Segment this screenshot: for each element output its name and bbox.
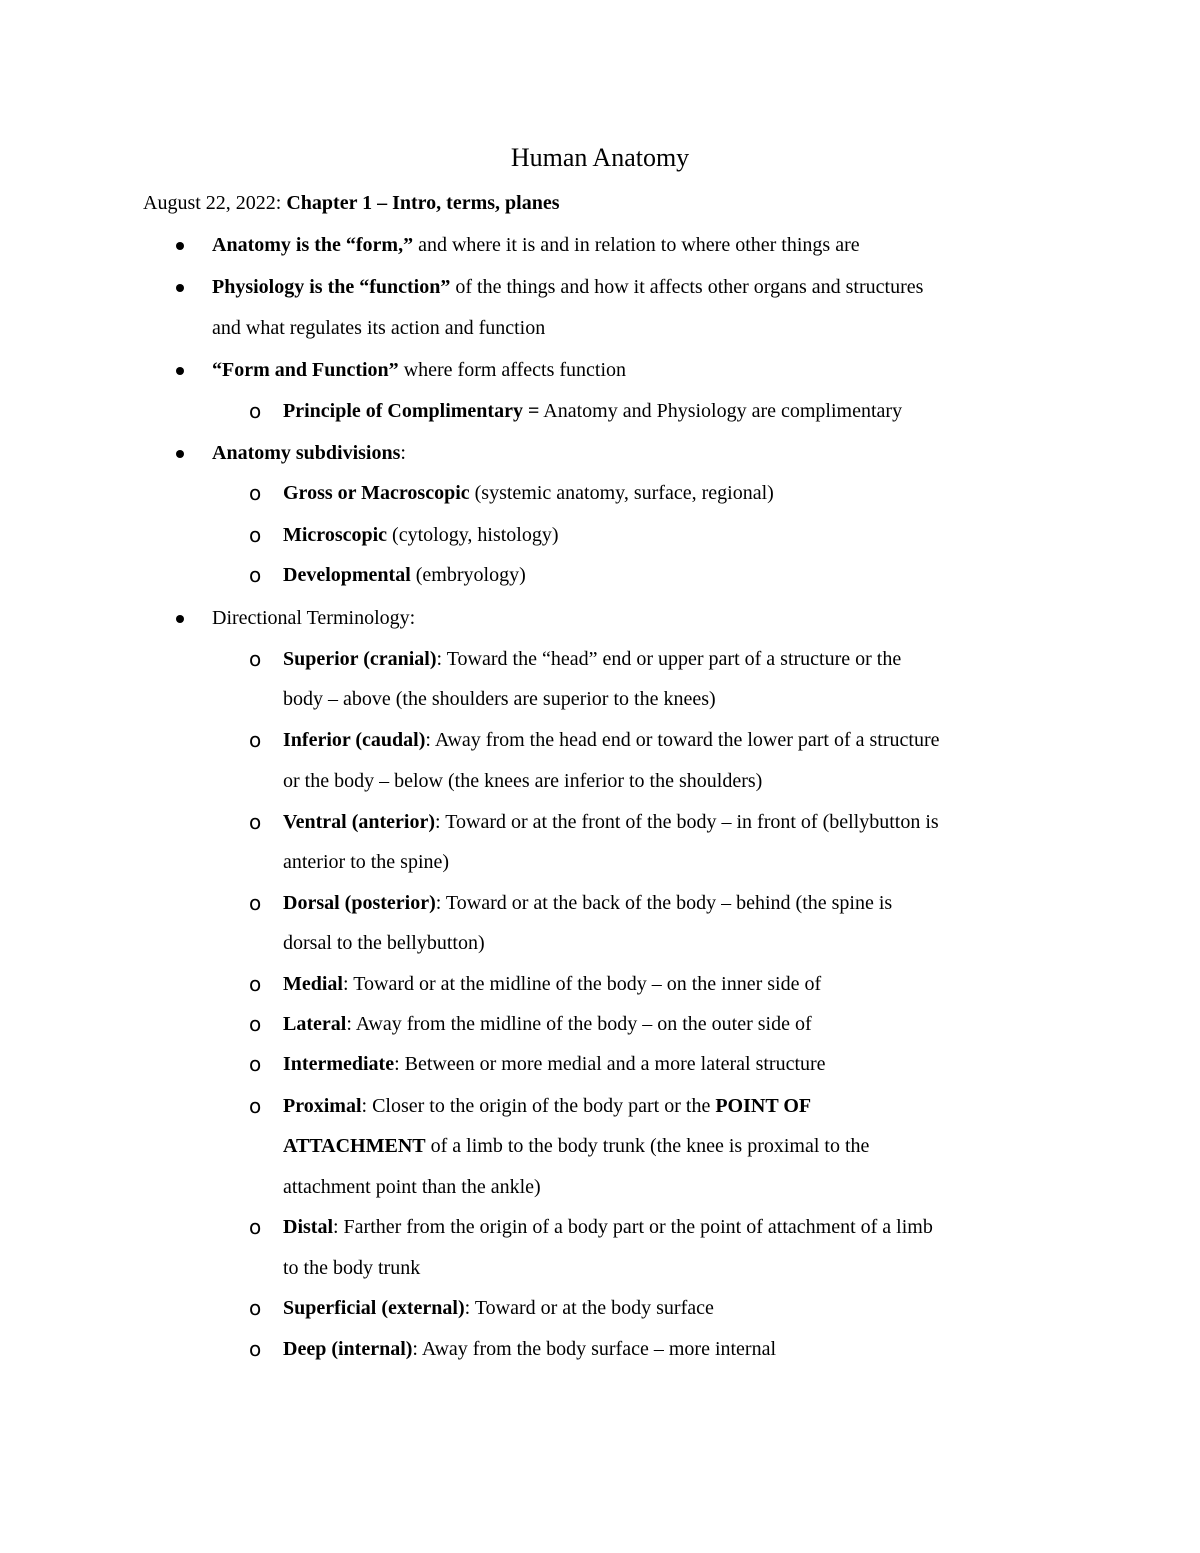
item-text: Directional Terminology: [212, 607, 416, 629]
chapter-heading [143, 189, 560, 217]
list-item [283, 521, 559, 549]
item-term: Medial [283, 973, 343, 995]
item-text: : Between or more medial and a more lateral structure [394, 1053, 826, 1075]
item-text: : Toward or at the midline of the body – on the inner side of [343, 973, 822, 995]
bullet-circle-icon: o [249, 1337, 262, 1361]
item-term: Superior (cranial) [283, 648, 437, 670]
page-title: Human Anatomy [510, 143, 690, 172]
list-item [283, 726, 940, 754]
item-text: (systemic anatomy, surface, regional) [469, 482, 774, 504]
list-item [283, 808, 939, 836]
list-item [283, 1092, 811, 1120]
list-item-continuation: body – above (the shoulders are superior to the knees) [283, 688, 716, 710]
list-item [283, 397, 902, 425]
list-item [283, 1010, 812, 1038]
item-text: (embryology) [410, 564, 526, 586]
list-item-continuation: dorsal to the bellybutton) [283, 932, 485, 954]
bullet-dot-icon [176, 367, 184, 375]
list-item-continuation: and what regulates its action and function [212, 317, 546, 339]
list-item [283, 1050, 826, 1078]
bullet-circle-icon: o [249, 891, 262, 915]
item-text: : Toward the “head” end or upper part of a structure or the [436, 648, 902, 670]
bullet-dot-icon [176, 242, 184, 250]
item-term: Inferior (caudal) [283, 729, 426, 751]
item-emphasis: POINT OF [715, 1095, 812, 1117]
item-text: Anatomy and Physiology are complimentary [539, 400, 903, 422]
item-text: of a limb to the body trunk (the knee is proximal to the [425, 1135, 870, 1157]
bullet-circle-icon: o [249, 1215, 262, 1239]
item-text: : Toward or at the body surface [464, 1297, 714, 1319]
bullet-circle-icon: o [249, 481, 262, 505]
item-text: : Away from the body surface – more internal [412, 1338, 777, 1360]
item-term: Anatomy subdivisions [212, 442, 401, 464]
item-text: : Away from the midline of the body – on the outer side of [346, 1013, 812, 1035]
bullet-circle-icon: o [249, 523, 262, 547]
item-text: : Farther from the origin of a body part or the point of attachment of a limb [333, 1216, 933, 1238]
item-text: : [400, 442, 406, 464]
list-item [212, 231, 860, 259]
bullet-circle-icon: o [249, 810, 262, 834]
item-text: : Away from the head end or toward the lower part of a structure [425, 729, 940, 751]
bullet-circle-icon: o [249, 1094, 262, 1118]
list-item [283, 479, 774, 507]
bullet-circle-icon: o [249, 728, 262, 752]
item-term: Microscopic [283, 524, 388, 546]
heading-date: August 22, 2022: [143, 192, 282, 214]
item-term: “Form and Function” [212, 359, 399, 381]
item-term: Superficial (external) [283, 1297, 465, 1319]
list-item [283, 561, 526, 589]
list-item [212, 604, 415, 632]
item-emphasis: ATTACHMENT [283, 1135, 426, 1157]
bullet-circle-icon: o [249, 399, 262, 423]
item-term: Physiology is the “function” [212, 276, 451, 298]
item-term: Anatomy is the “form,” [212, 234, 414, 256]
list-item-continuation: to the body trunk [283, 1257, 421, 1279]
item-term: Intermediate [283, 1053, 395, 1075]
item-text: : Toward or at the front of the body – in front of (bellybutton is [435, 811, 939, 833]
list-item-continuation: anterior to the spine) [283, 851, 450, 873]
item-term: Gross or Macroscopic [283, 482, 470, 504]
list-item [283, 645, 901, 673]
list-item [283, 889, 892, 917]
item-term: Proximal [283, 1095, 362, 1117]
item-text: of the things and how it affects other organs and structures [450, 276, 924, 298]
list-item [283, 970, 821, 998]
list-item-continuation: or the body – below (the knees are inferior to the shoulders) [283, 770, 763, 792]
heading-chapter: Chapter 1 – Intro, terms, planes [286, 192, 560, 214]
item-term: Deep (internal) [283, 1338, 413, 1360]
item-text: (cytology, histology) [387, 524, 559, 546]
item-term: Distal [283, 1216, 333, 1238]
bullet-dot-icon [176, 450, 184, 458]
item-term: Principle of Complimentary = [283, 400, 540, 422]
item-text: : Closer to the origin of the body part or the [361, 1095, 716, 1117]
list-item [212, 439, 406, 467]
list-item [283, 1294, 714, 1322]
item-text: and where it is and in relation to where other things are [413, 234, 860, 256]
item-term: Developmental [283, 564, 411, 586]
bullet-circle-icon: o [249, 1296, 262, 1320]
list-item-continuation [283, 1132, 869, 1160]
item-term: Ventral (anterior) [283, 811, 435, 833]
bullet-circle-icon: o [249, 1012, 262, 1036]
bullet-circle-icon: o [249, 1052, 262, 1076]
item-text: where form affects function [398, 359, 627, 381]
list-item [212, 273, 923, 301]
bullet-circle-icon: o [249, 563, 262, 587]
bullet-dot-icon [176, 615, 184, 623]
item-text: : Toward or at the back of the body – behind (the spine is [435, 892, 893, 914]
bullet-dot-icon [176, 284, 184, 292]
bullet-circle-icon: o [249, 647, 262, 671]
item-term: Lateral [283, 1013, 347, 1035]
list-item [212, 356, 626, 384]
list-item [283, 1335, 776, 1363]
list-item-continuation: attachment point than the ankle) [283, 1176, 541, 1198]
item-term: Dorsal (posterior) [283, 892, 436, 914]
list-item [283, 1213, 933, 1241]
bullet-circle-icon: o [249, 972, 262, 996]
